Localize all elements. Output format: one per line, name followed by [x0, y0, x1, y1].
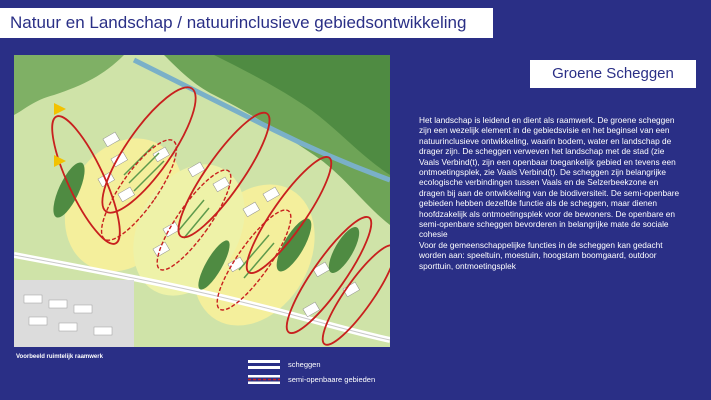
- map-caption: Voorbeeld ruimtelijk raamwerk: [16, 354, 103, 360]
- description-paragraph-2: Voor de gemeenschappelijke functies in de scheggen kan gedacht worden aan: speeltuin, moestuin, hoogstam boomgaard, outdoor sporttuin, ontmoetingsplek: [419, 239, 663, 271]
- description-paragraph-1: Het landschap is leidend en dient als raamwerk. De groene scheggen zijn een wezelijk element in de gebiedsvisie en het beginsel van een natuurinclusieve ontwikkeling, waarin bodem, water en landschap de drager zijn. De scheggen verweven het landschap met de stad (zie Vaals Verbind(t), zijn een openbaar toegankelijk gebied en tevens een ontmoetingsplek, zie Vaals Verbind(t). De scheggen zijn belangrijke ecologische verbindingen tussen Vaals en de Selzerbeekzone en dragen bij aan de ontwikkeling van de biodiversiteit. De semi-openbare gebieden hebben dezelfde functie als de scheggen, maar dienen hoofdzakelijk als ontmoetingsplek voor de bewoners. De openbare en semi-openbare scheggen bevorderen in belangrijke mate de sociale cohesie: [419, 115, 680, 240]
- legend-item-scheggen: [248, 357, 321, 371]
- legend-item-semi-openbaar: [248, 372, 375, 386]
- page-title: Natuur en Landschap / natuurinclusieve gebiedsontwikkeling: [0, 8, 493, 38]
- legend-label-scheggen: scheggen: [288, 359, 321, 369]
- description-text: [419, 115, 681, 271]
- legend-swatch-scheggen: [248, 359, 280, 370]
- spatial-framework-map: [14, 55, 390, 347]
- legend-swatch-semi-openbaar: [248, 374, 280, 385]
- legend-label-semi-openbaar: semi-openbaare gebieden: [288, 374, 376, 384]
- section-subtitle: Groene Scheggen: [530, 60, 696, 88]
